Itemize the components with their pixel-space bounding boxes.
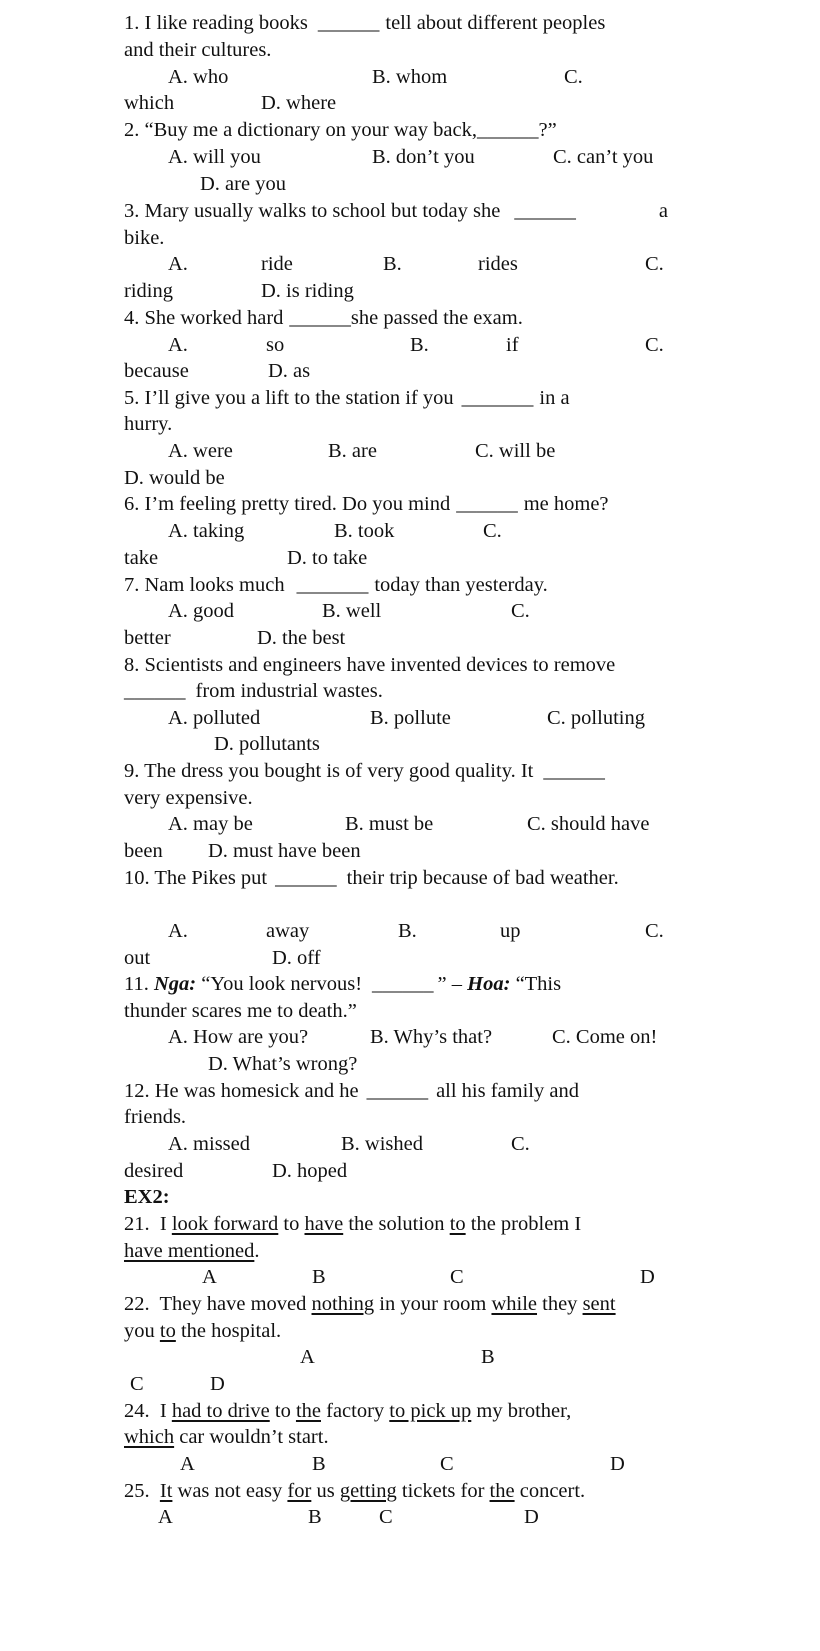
q25-label-b: B [308,1506,322,1528]
q11-stem: 11. Nga: “You look nervous! ______ ” – Hoa: “This [124,973,562,995]
q21-stem-cont: have mentioned. [124,1240,260,1262]
q4-option-a: A. [168,334,188,356]
q8-option-d: D. pollutants [214,733,320,755]
q1-option-d: D. where [261,92,337,114]
q24-stem: 24. I had to drive to the factory to pick up my brother, [124,1400,572,1422]
q10-option-c-text: out [124,947,151,969]
q9-option-c: C. should have [527,813,650,835]
q22-label-b: B [481,1346,495,1368]
q3-option-b-text: rides [478,253,518,275]
q4-option-c: C. [645,334,664,356]
q1-option-a: A. who [168,66,229,88]
q5-stem-cont: hurry. [124,413,173,435]
q3-option-d: D. is riding [261,280,354,302]
q10-option-b-text: up [500,920,521,942]
q5-option-a: A. were [168,440,233,462]
q4-option-b: B. [410,334,429,356]
q3-option-a: A. [168,253,188,275]
q4-option-b-text: if [506,334,519,356]
q6-option-c: C. [483,520,502,542]
q1-option-b: B. whom [372,66,448,88]
q12-option-b: B. wished [341,1133,423,1155]
q2-option-b: B. don’t you [372,146,475,168]
q11-stem-cont: thunder scares me to death.” [124,1000,357,1022]
q3-stem: 3. Mary usually walks to school but today she ______ a [124,200,668,222]
q10-option-a: A. [168,920,188,942]
q3-option-c: C. [645,253,664,275]
q25-label-a: A [158,1506,173,1528]
q22-stem-cont: you to the hospital. [124,1320,282,1342]
q24-label-a: A [180,1453,195,1475]
q7-option-c-text: better [124,627,171,649]
q1-option-c-text: which [124,92,175,114]
q12-stem: 12. He was homesick and he ______ all his family and [124,1080,579,1102]
q21-stem: 21. I look forward to have the solution to the problem I [124,1213,582,1235]
q3-stem-cont: bike. [124,227,165,249]
q21-label-c: C [450,1266,464,1288]
q12-option-c: C. [511,1133,530,1155]
q7-option-a: A. good [168,600,235,622]
q11-option-a: A. How are you? [168,1026,309,1048]
q8-option-b: B. pollute [370,707,451,729]
q2-option-d: D. are you [200,173,286,195]
q7-option-b: B. well [322,600,382,622]
q6-option-c-text: take [124,547,159,569]
q3-option-b: B. [383,253,402,275]
q1-stem: 1. I like reading books ______ tell about different peoples [124,12,606,34]
q2-option-c: C. can’t you [553,146,654,168]
q10-option-a-text: away [266,920,310,942]
q2-stem: 2. “Buy me a dictionary on your way back,______?” [124,119,557,141]
q24-stem-cont: which car wouldn’t start. [124,1426,329,1448]
q22-label-d: D [210,1373,225,1395]
q4-option-c-text: because [124,360,189,382]
q10-option-d: D. off [272,947,321,969]
q9-option-a: A. may be [168,813,253,835]
q10-stem: 10. The Pikes put ______ their trip because of bad weather. [124,867,619,889]
q22-label-a: A [300,1346,315,1368]
q5-option-b: B. are [328,440,377,462]
q10-option-c: C. [645,920,664,942]
q8-stem-cont: ______ from industrial wastes. [124,680,383,702]
q11-option-d: D. What’s wrong? [208,1053,358,1075]
q6-option-d: D. to take [287,547,368,569]
q8-stem: 8. Scientists and engineers have invented devices to remove [124,654,616,676]
q12-stem-cont: friends. [124,1106,187,1128]
q9-option-c-text: been [124,840,163,862]
q25-stem: 25. It was not easy for us getting tickets for the concert. [124,1480,586,1502]
q5-option-d: D. would be [124,467,225,489]
q1-stem-cont: and their cultures. [124,39,272,61]
q1-option-c: C. [564,66,583,88]
q8-option-c: C. polluting [547,707,645,729]
q3-option-c-text: riding [124,280,173,302]
q22-stem: 22. They have moved nothing in your room while they sent [124,1293,616,1315]
q6-option-a: A. taking [168,520,245,542]
q10-option-b: B. [398,920,417,942]
q8-option-a: A. polluted [168,707,261,729]
q11-option-b: B. Why’s that? [370,1026,493,1048]
q21-label-b: B [312,1266,326,1288]
q2-option-a: A. will you [168,146,261,168]
q4-option-d: D. as [268,360,311,382]
q7-option-d: D. the best [257,627,346,649]
q9-option-d: D. must have been [208,840,361,862]
q11-option-c: C. Come on! [552,1026,658,1048]
q3-option-a-text: ride [261,253,293,275]
q25-label-c: C [379,1506,393,1528]
q12-option-a: A. missed [168,1133,250,1155]
q12-option-d: D. hoped [272,1160,348,1182]
q21-label-d: D [640,1266,655,1288]
q6-option-b: B. took [334,520,395,542]
q24-label-b: B [312,1453,326,1475]
q12-option-c-text: desired [124,1160,184,1182]
q9-option-b: B. must be [345,813,434,835]
q25-label-d: D [524,1506,539,1528]
q22-label-c: C [130,1373,144,1395]
q4-stem: 4. She worked hard ______she passed the exam. [124,307,523,329]
q9-stem-cont: very expensive. [124,787,253,809]
q24-label-d: D [610,1453,625,1475]
q24-label-c: C [440,1453,454,1475]
q21-label-a: A [202,1266,217,1288]
q7-option-c: C. [511,600,530,622]
q9-stem: 9. The dress you bought is of very good quality. It ______ [124,760,605,782]
q7-stem: 7. Nam looks much _______ today than yesterday. [124,574,548,596]
q4-option-a-text: so [266,334,285,356]
q5-stem: 5. I’ll give you a lift to the station if you _______ in a [124,387,570,409]
ex2-heading: EX2: [124,1186,170,1208]
q6-stem: 6. I’m feeling pretty tired. Do you mind ______ me home? [124,493,609,515]
q5-option-c: C. will be [475,440,556,462]
